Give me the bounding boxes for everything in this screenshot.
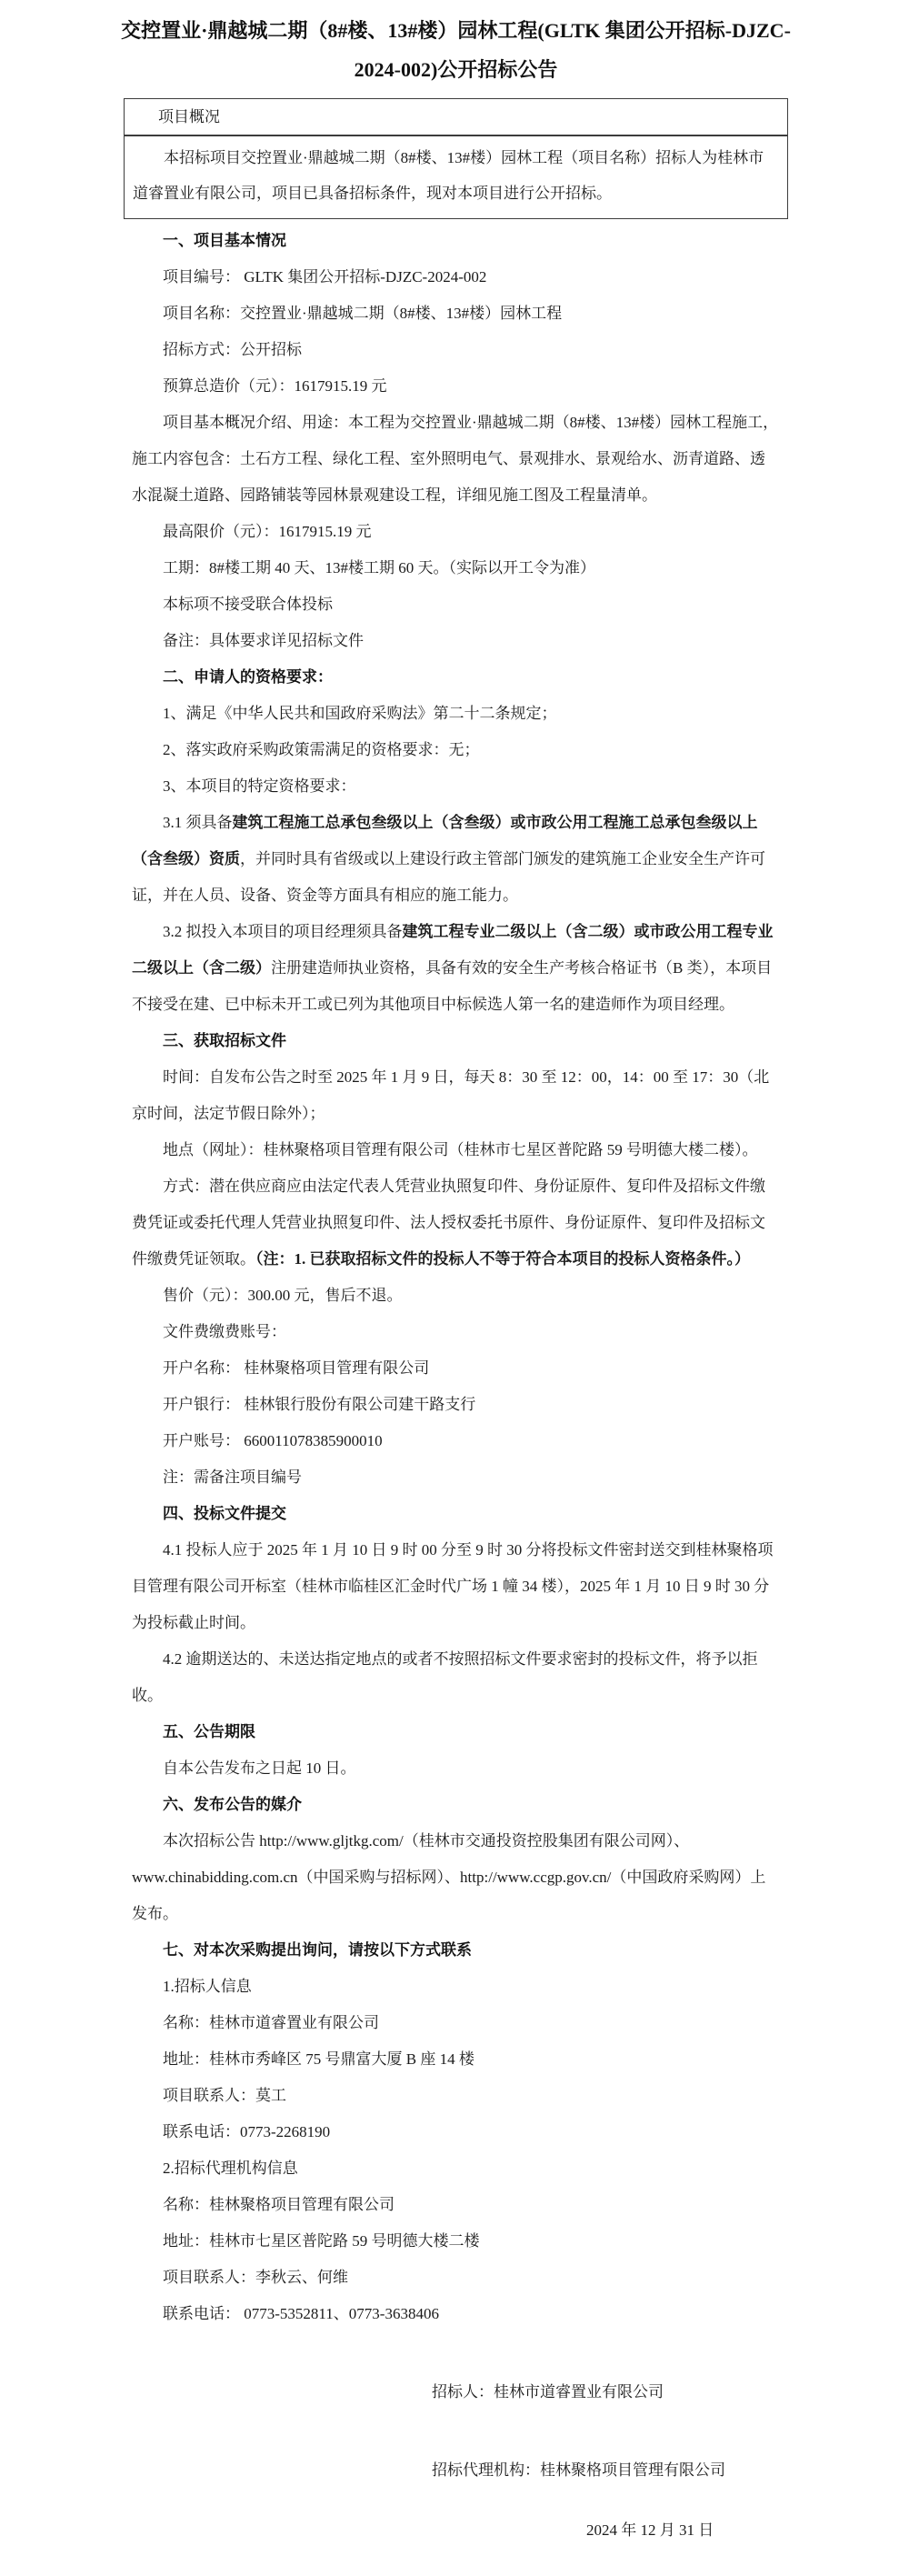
text-run: 4.2 逾期送达的、未送达指定地点的或者不按照招标文件要求密封的投标文件，将予以拒收。 xyxy=(132,1650,758,1704)
text-run: 本次招标公告 http://www.gljtkg.com/（桂林市交通投资控股集团有限公司网）、www.chinabidding.com.cn（中国采购与招标网）、http://www.ccgp.gov.cn/（中国政府采购网）上发布。 xyxy=(132,1832,766,1922)
section-heading xyxy=(132,659,780,696)
text-run: 招标代理机构：桂林聚格项目管理有限公司 xyxy=(432,2461,725,2479)
paragraph xyxy=(132,1278,780,1314)
text-run: 2024 年 12 月 31 日 xyxy=(586,2521,714,2539)
text-run: 二、申请人的资格要求： xyxy=(163,668,333,686)
text-run: 自本公告发布之日起 10 日。 xyxy=(163,1759,356,1777)
paragraph xyxy=(132,1641,780,1714)
text-run: 最高限价（元）：1617915.19 元 xyxy=(163,523,372,540)
paragraph xyxy=(132,2005,780,2041)
text-run: 四、投标文件提交 xyxy=(163,1505,286,1522)
paragraph xyxy=(132,732,780,768)
paragraph xyxy=(132,2187,780,2223)
text-run: 项目名称：交控置业·鼎越城二期（8#楼、13#楼）园林工程 xyxy=(163,305,563,322)
paragraph xyxy=(132,623,780,659)
paragraph xyxy=(132,1823,780,1932)
paragraph xyxy=(132,1387,780,1423)
paragraph xyxy=(132,259,780,296)
paragraph xyxy=(132,1059,780,1132)
page-title: 交控置业·鼎越城二期（8#楼、13#楼）园林工程(GLTK 集团公开招标-DJZC-2024-002)公开招标公告 xyxy=(121,19,791,81)
paragraph xyxy=(132,1168,780,1278)
text-run: 4.1 投标人应于 2025 年 1 月 10 日 9 时 00 分至 9 时 30 分将投标文件密封送交到桂林聚格项目管理有限公司开标室（桂林市临桂区汇金时代广场 1 幢 34 楼），2025 年 1 月 10 日 9 时 30 分为投标截止时间。 xyxy=(132,1541,774,1631)
overview-box-header: 项目概况 xyxy=(125,99,787,136)
text-run: 工期：8#楼工期 40 天、13#楼工期 60 天。（实际以开工令为准） xyxy=(163,559,595,576)
paragraph xyxy=(132,296,780,332)
text-run: 项目基本概况介绍、用途：本工程为交控置业·鼎越城二期（8#楼、13#楼）园林工程施工，施工内容包含：土石方工程、绿化工程、室外照明电气、景观排水、景观给水、沥青道路、透水混凝土道路、园路铺装等园林景观建设工程，详细见施工图及工程量清单。 xyxy=(132,414,779,504)
section-heading xyxy=(132,1023,780,1059)
text-run: 注：需备注项目编号 xyxy=(163,1468,302,1486)
paragraph xyxy=(132,1750,780,1787)
text-run: 售价（元）：300.00 元，售后不退。 xyxy=(163,1287,403,1304)
signature-line xyxy=(432,2452,780,2489)
text-run: 本标项不接受联合体投标 xyxy=(163,596,333,613)
text-run: 建筑工程专业二级以上（含二级）或市政公用工程专业二级以上（含二级） xyxy=(132,923,774,977)
paragraph xyxy=(132,405,780,514)
paragraph xyxy=(132,1423,780,1459)
text-run: 联系电话： 0773-5352811、0773-3638406 xyxy=(163,2305,439,2322)
paragraph xyxy=(132,1314,780,1350)
text-run: 时间：自发布公告之时至 2025 年 1 月 9 日，每天 8：30 至 12：00，14：00 至 17：30（北京时间，法定节假日除外）； xyxy=(132,1068,770,1122)
paragraph xyxy=(132,914,780,1023)
section-heading xyxy=(132,1496,780,1532)
paragraph xyxy=(132,2223,780,2260)
paragraph xyxy=(132,768,780,805)
text-run: 名称：桂林市道睿置业有限公司 xyxy=(163,2014,379,2031)
text-run: 三、获取招标文件 xyxy=(163,1032,286,1049)
paragraph xyxy=(132,2150,780,2187)
text-run: ，并同时具有省级或以上建设行政主管部门颁发的建筑施工企业安全生产许可证，并在人员、设备、资金等方面具有相应的施工能力。 xyxy=(132,850,765,904)
paragraph xyxy=(132,2041,780,2078)
text-run: 3.2 拟投入本项目的项目经理须具备 xyxy=(163,923,403,940)
text-run: 五、公告期限 xyxy=(163,1723,255,1740)
signature-line xyxy=(432,2374,780,2411)
paragraph xyxy=(132,696,780,732)
paragraph xyxy=(132,1969,780,2005)
text-run: 项目联系人：李秋云、何维 xyxy=(163,2269,348,2286)
text-run: 备注：具体要求详见招标文件 xyxy=(163,632,364,649)
text-run: 项目编号： GLTK 集团公开招标-DJZC-2024-002 xyxy=(163,268,487,286)
text-run: 七、对本次采购提出询问，请按以下方式联系 xyxy=(163,1941,472,1959)
paragraph xyxy=(132,1459,780,1496)
text-run: 联系电话：0773-2268190 xyxy=(163,2123,331,2140)
paragraph xyxy=(132,550,780,586)
text-run: 1、满足《中华人民共和国政府采购法》第二十二条规定； xyxy=(163,705,557,722)
text-run: 开户名称： 桂林聚格项目管理有限公司 xyxy=(163,1359,430,1377)
text-run: 预算总造价（元）：1617915.19 元 xyxy=(163,377,387,395)
paragraph xyxy=(132,2078,780,2114)
text-run: （注：1. 已获取招标文件的投标人不等于符合本项目的投标人资格条件。） xyxy=(255,1250,750,1268)
paragraph xyxy=(132,1132,780,1168)
paragraph xyxy=(132,2296,780,2332)
paragraph xyxy=(132,805,780,914)
text-run: 地点（网址）：桂林聚格项目管理有限公司（桂林市七星区普陀路 59 号明德大楼二楼）。 xyxy=(163,1141,758,1158)
paragraph xyxy=(132,586,780,623)
section-heading xyxy=(132,1787,780,1823)
text-run: 地址：桂林市秀峰区 75 号鼎富大厦 B 座 14 楼 xyxy=(163,2050,474,2068)
announcement-date xyxy=(586,2512,780,2549)
section-heading xyxy=(132,223,780,259)
text-run: 开户账号： 660011078385900010 xyxy=(163,1432,383,1449)
text-run: 注册建造师执业资格，具备有效的安全生产考核合格证书（B 类），本项目不接受在建、已中标未开工或已列为其他项目中标候选人第一名的建造师作为项目经理。 xyxy=(132,959,773,1013)
section-heading xyxy=(132,1932,780,1969)
paragraph xyxy=(132,2114,780,2150)
text-run: 地址：桂林市七星区普陀路 59 号明德大楼二楼 xyxy=(163,2232,480,2250)
text-run: 方式：潜在供应商应由法定代表人凭营业执照复印件、身份证原件、复印件及招标文件缴费凭证或委托代理人凭营业执照复印件、法人授权委托书原件、身份证原件、复印件及招标文件缴费凭证领取。 xyxy=(132,1178,765,1268)
paragraph xyxy=(132,332,780,368)
text-run: 六、发布公告的媒介 xyxy=(163,1796,302,1813)
text-run: 招标方式：公开招标 xyxy=(163,341,302,358)
overview-box-body: 本招标项目交控置业·鼎越城二期（8#楼、13#楼）园林工程（项目名称）招标人为桂林市道睿置业有限公司，项目已具备招标条件，现对本项目进行公开招标。 xyxy=(133,149,764,202)
paragraph xyxy=(132,1350,780,1387)
section-heading xyxy=(132,1714,780,1750)
text-run: 2.招标代理机构信息 xyxy=(163,2160,298,2177)
text-run: 文件费缴费账号： xyxy=(163,1323,286,1340)
text-run: 3、本项目的特定资格要求： xyxy=(163,777,356,795)
text-run: 名称：桂林聚格项目管理有限公司 xyxy=(163,2196,395,2213)
text-run: 项目联系人：莫工 xyxy=(163,2087,286,2104)
paragraph xyxy=(132,2260,780,2296)
document-body xyxy=(132,223,780,2549)
text-run: 1.招标人信息 xyxy=(163,1978,252,1995)
paragraph xyxy=(132,514,780,550)
text-run: 2、落实政府采购政策需满足的资格要求：无； xyxy=(163,741,480,758)
text-run: 建筑工程施工总承包叁级以上（含叁级）或市政公用工程施工总承包叁级以上（含叁级）资质 xyxy=(132,814,758,867)
text-run: 3.1 须具备 xyxy=(163,814,233,831)
paragraph xyxy=(132,368,780,405)
text-run: 一、项目基本情况 xyxy=(163,232,286,249)
project-overview-box xyxy=(124,98,788,219)
text-run: 招标人：桂林市道睿置业有限公司 xyxy=(432,2383,664,2401)
text-run: 开户银行： 桂林银行股份有限公司建干路支行 xyxy=(163,1396,476,1413)
paragraph xyxy=(132,1532,780,1641)
